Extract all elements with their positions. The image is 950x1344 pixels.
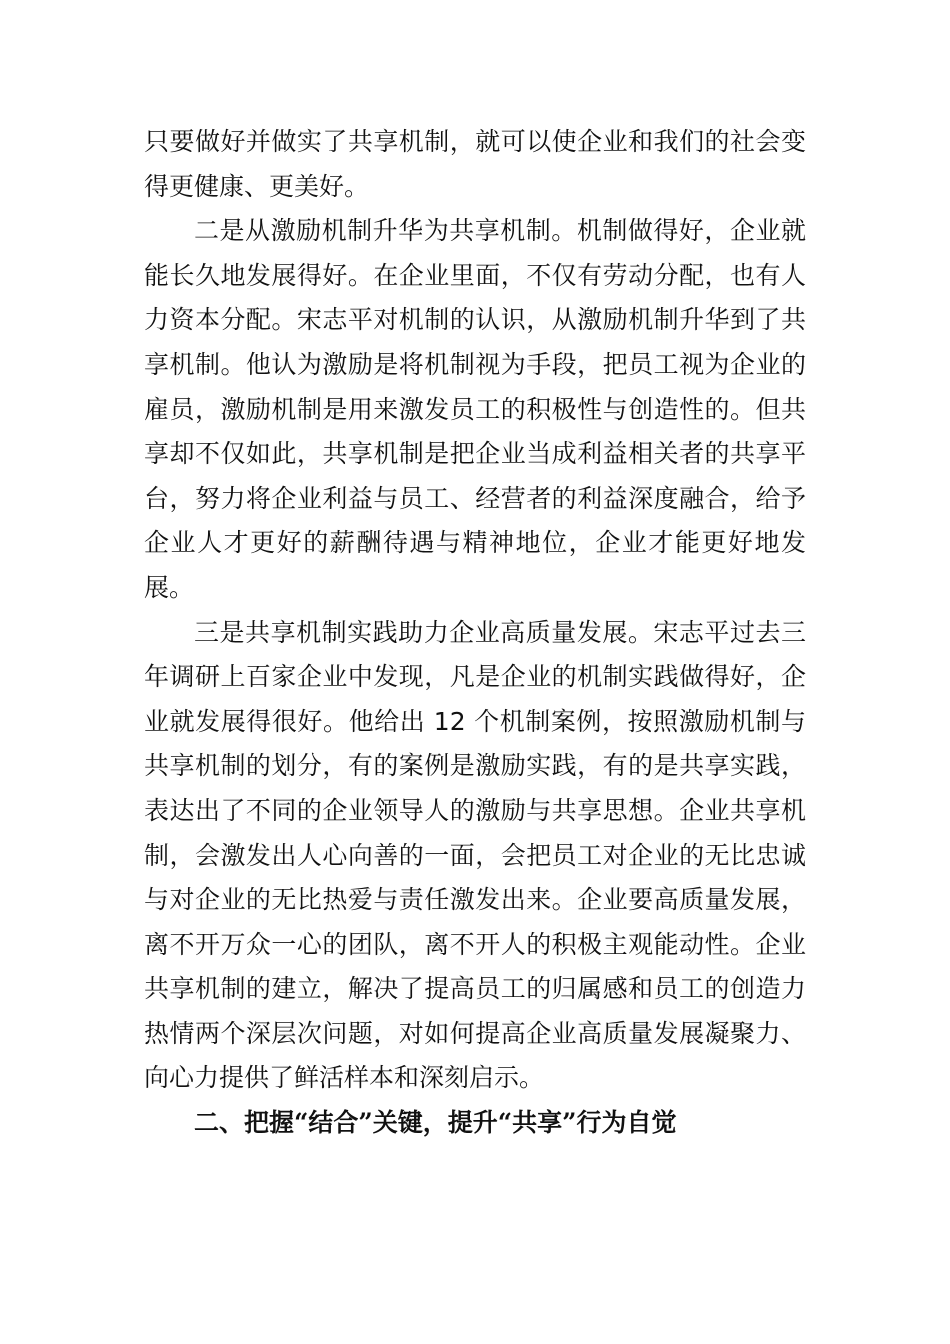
paragraph-point-two: 二是从激励机制升华为共享机制。机制做得好，企业就能长久地发展得好。在企业里面，不仅有劳动分配，也有人力资本分配。宋志平对机制的认识，从激励机制升华到了共享机制。他认为激励是将机制视为手段，把员工视为企业的雇员，激励机制是用来激发员工的积极性与创造性的。但共享却不仅如此，共享机制是把企业当成利益相关者的共享平台，努力将企业利益与员工、经营者的利益深度融合，给予企业人才更好的薪酬待遇与精神地位，企业才能更好地发展。 (144, 216, 806, 602)
section-heading: 二、把握“结合”关键，提升“共享”行为自觉 (194, 1108, 677, 1138)
paragraph-continuation: 只要做好并做实了共享机制，就可以使企业和我们的社会变得更健康、更美好。 (144, 127, 806, 201)
paragraph-point-three: 三是共享机制实践助力企业高质量发展。宋志平过去三年调研上百家企业中发现，凡是企业的机制实践做得好，企业就发展得很好。他给出 12 个机制案例，按照激励机制与共享机制的划分，有的案例是激励实践，有的是共享实践，表达出了不同的企业领导人的激励与共享思想。企业共享机制，会激发出人心向善的一面，会把员工对企业的无比忠诚与对企业的无比热爱与责任激发出来。企业要高质量发展，离不开万众一心的团队，离不开人的积极主观能动性。企业共享机制的建立，解决了提高员工的归属感和员工的创造力热情两个深层次问题，对如何提高企业高质量发展凝聚力、向心力提供了鲜活样本和深刻启示。 (144, 617, 806, 1093)
body-text (144, 120, 806, 1146)
